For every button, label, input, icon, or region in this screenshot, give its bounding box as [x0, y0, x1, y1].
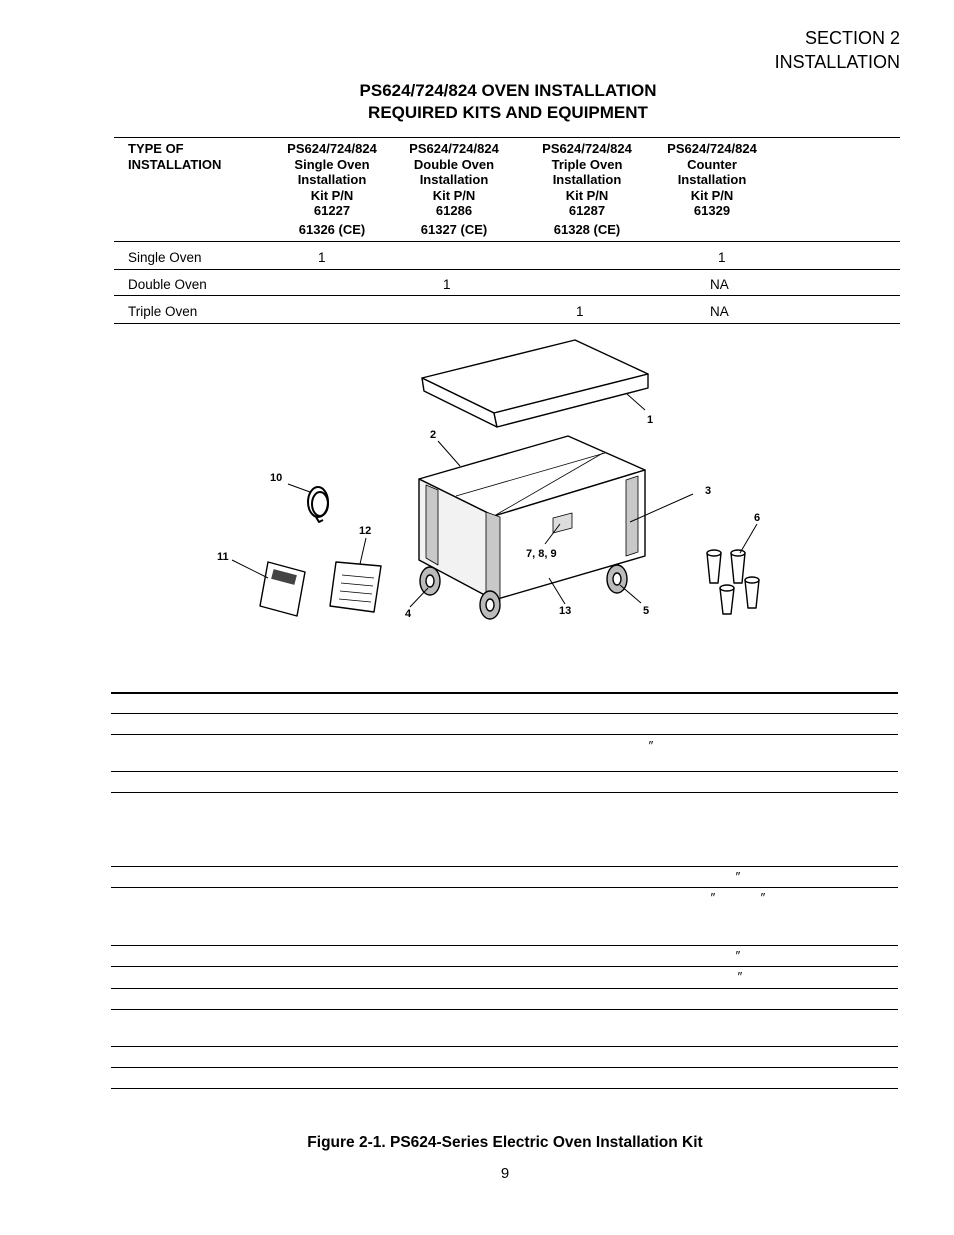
- kit-column-triple: PS624/724/824 Triple Oven Installation Kit P/N 61287 61328 (CE): [542, 141, 632, 237]
- section-number: SECTION 2: [804, 28, 900, 48]
- kit-column-single: PS624/724/824 Single Oven Installation Kit P/N 61227 61326 (CE): [287, 141, 377, 237]
- cable-coil: [308, 487, 328, 522]
- row-single-col1: 1: [318, 250, 326, 265]
- callout-10: 10: [270, 472, 283, 484]
- table-rule-row2: [114, 295, 900, 296]
- parts-rule: [111, 866, 898, 867]
- inch-mark: ″: [737, 969, 742, 984]
- parts-rule: [111, 1009, 898, 1010]
- row-type-triple: Triple Oven: [128, 304, 198, 319]
- row-type-single: Single Oven: [128, 250, 202, 265]
- inch-mark: ″: [760, 890, 765, 905]
- callout-11: 11: [217, 551, 229, 563]
- table-rule-header: [114, 241, 900, 242]
- parts-rule: [111, 713, 898, 714]
- callout-6: 6: [754, 512, 761, 524]
- callout-1: 1: [647, 414, 654, 426]
- parts-rule: [111, 887, 898, 888]
- page-title: [0, 80, 954, 124]
- parts-rule: [111, 792, 898, 793]
- row-double-col2: 1: [443, 277, 451, 292]
- inch-mark: ″: [735, 869, 740, 884]
- callout-7-8-9: 7, 8, 9: [526, 548, 557, 560]
- callout-2: 2: [430, 429, 437, 441]
- type-header: TYPE OF INSTALLATION: [128, 141, 222, 172]
- inch-mark: ″: [710, 890, 715, 905]
- instruction-sheets: [260, 562, 381, 616]
- callout-12: 12: [359, 525, 372, 537]
- parts-rule-bottom: [111, 1088, 898, 1089]
- callout-4: 4: [405, 608, 412, 620]
- inch-mark: ″: [648, 738, 653, 753]
- parts-rule: [111, 1046, 898, 1047]
- parts-rule: [111, 1067, 898, 1068]
- section-header: [775, 26, 900, 74]
- installation-kit-illustration: [0, 330, 954, 640]
- title-line-2: REQUIRED KITS AND EQUIPMENT: [368, 103, 648, 122]
- page-number: 9: [500, 1165, 510, 1182]
- row-single-col4: 1: [718, 250, 726, 265]
- parts-rule: [111, 734, 898, 735]
- parts-rule-top: [111, 692, 898, 694]
- kit-column-double: PS624/724/824 Double Oven Installation Kit P/N 61286 61327 (CE): [409, 141, 499, 237]
- parts-rule: [111, 945, 898, 946]
- section-name: INSTALLATION: [774, 52, 900, 72]
- row-double-col4: NA: [710, 277, 729, 292]
- title-line-1: PS624/724/824 OVEN INSTALLATION: [359, 81, 657, 100]
- table-rule-row1: [114, 269, 900, 270]
- row-triple-col3: 1: [576, 304, 584, 319]
- adjustable-feet: [707, 550, 759, 614]
- parts-rule: [111, 966, 898, 967]
- parts-rule: [111, 771, 898, 772]
- inch-mark: ″: [735, 948, 740, 963]
- callout-5: 5: [643, 605, 650, 617]
- parts-rule: [111, 988, 898, 989]
- row-type-double: Double Oven: [128, 277, 207, 292]
- row-triple-col4: NA: [710, 304, 729, 319]
- figure-caption: Figure 2-1. PS624-Series Electric Oven Installation Kit: [307, 1134, 703, 1151]
- table-rule-bottom: [114, 323, 900, 324]
- callout-13: 13: [559, 605, 572, 617]
- top-panel: [422, 340, 648, 427]
- table-rule-top: [114, 137, 900, 138]
- callout-3: 3: [705, 485, 712, 497]
- kit-column-counter: PS624/724/824 Counter Installation Kit P/N 61329: [667, 141, 757, 218]
